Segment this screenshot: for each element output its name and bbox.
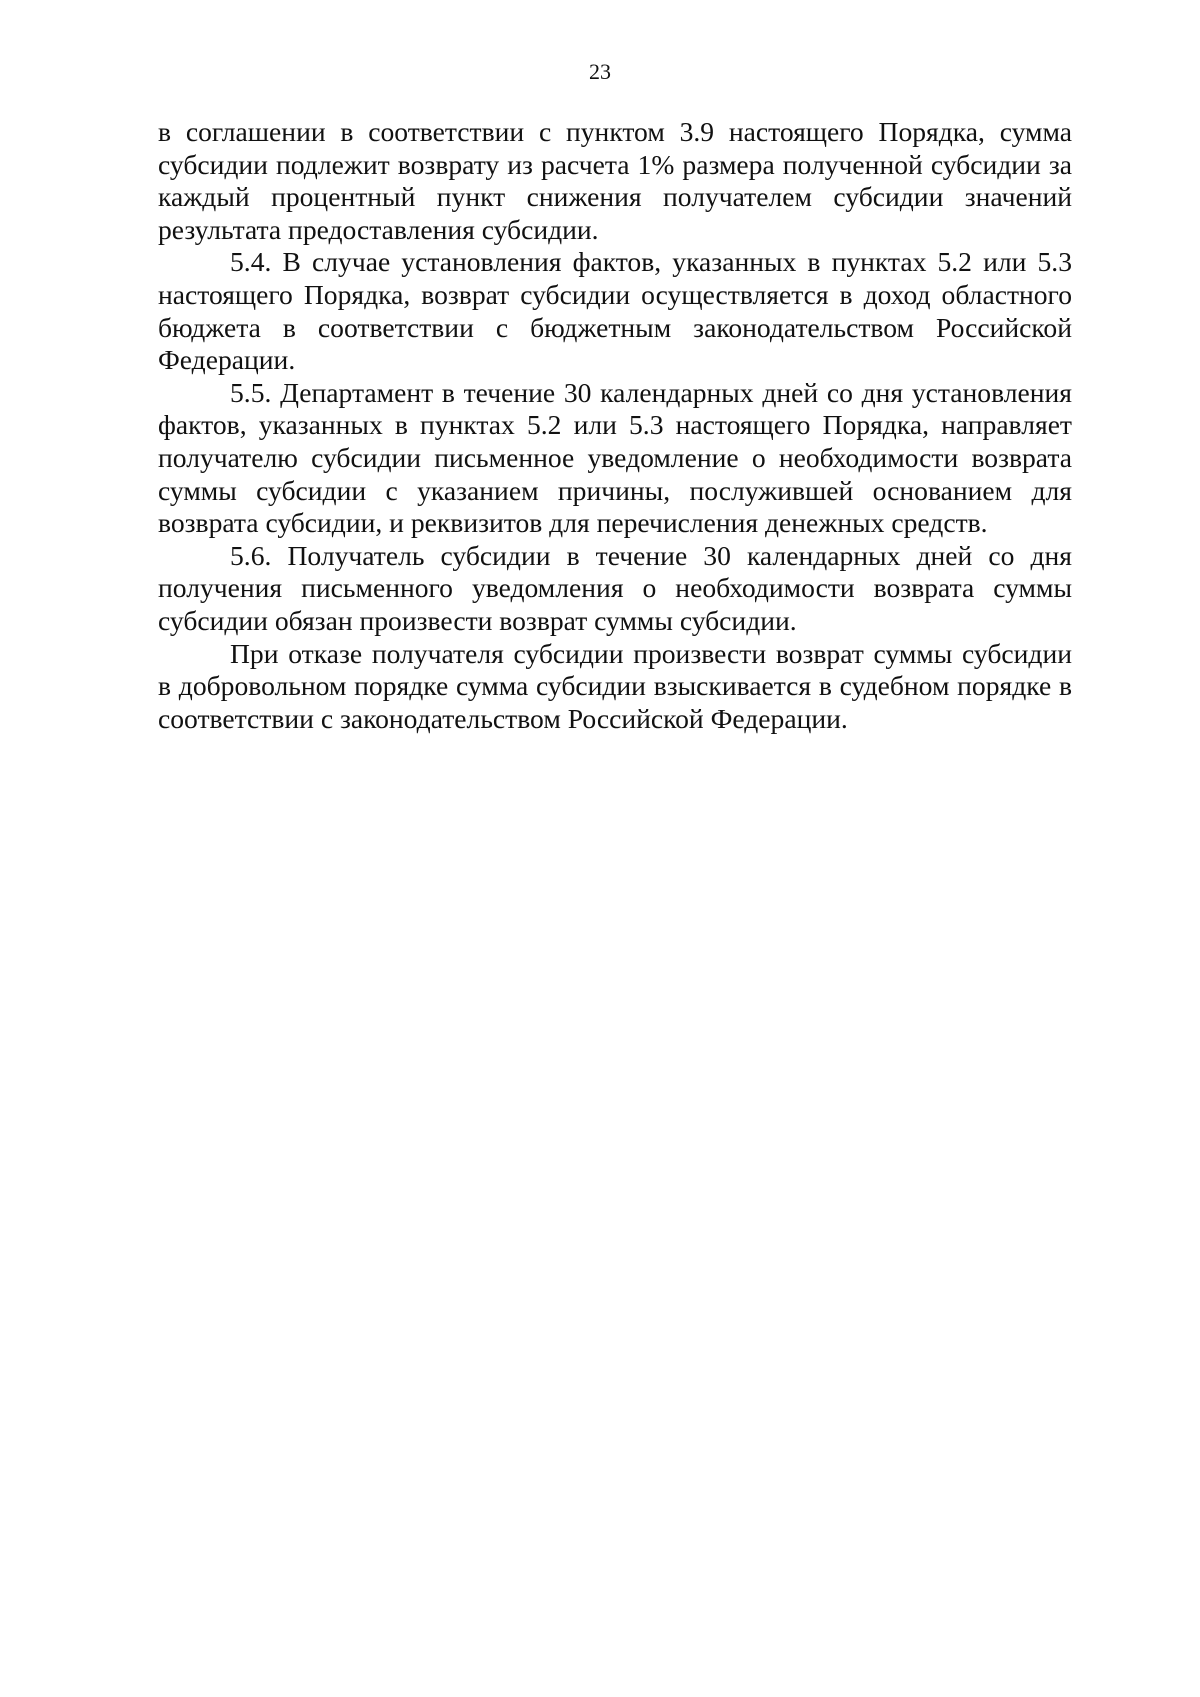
paragraph-continuation: в соглашении в соответствии с пунктом 3.9 настоящего Порядка, сумма субсидии подлежит возврату из расчета 1% размера полученной субсидии за каждый процентный пункт снижения получателем субсидии значений результата предоставления субсидии.: [158, 116, 1072, 245]
page-number: 23: [589, 59, 611, 84]
paragraph-refusal: При отказе получателя субсидии произвести возврат суммы субсидии в добровольном порядке сумма субсидии взыскивается в судебном порядке в соответствии с законодательством Российской Федерации.: [158, 637, 1072, 734]
document-body: [158, 116, 1072, 735]
paragraph-5-6: 5.6. Получатель субсидии в течение 30 календарных дней со дня получения письменного уведомления о необходимости возврата суммы субсидии обязан произвести возврат суммы субсидии.: [158, 539, 1072, 636]
paragraph-5-5: 5.5. Департамент в течение 30 календарных дней со дня установления фактов, указанных в пунктах 5.2 или 5.3 настоящего Порядка, направляет получателю субсидии письменное уведомление о необходимости возврата суммы субсидии с указанием причины, послужившей основанием для возврата субсидии, и реквизитов для перечисления денежных средств.: [158, 376, 1072, 539]
paragraph-5-4: 5.4. В случае установления фактов, указанных в пунктах 5.2 или 5.3 настоящего Порядка, возврат субсидии осуществляется в доход областного бюджета в соответствии с бюджетным законодательством Российской Федерации.: [158, 246, 1072, 376]
